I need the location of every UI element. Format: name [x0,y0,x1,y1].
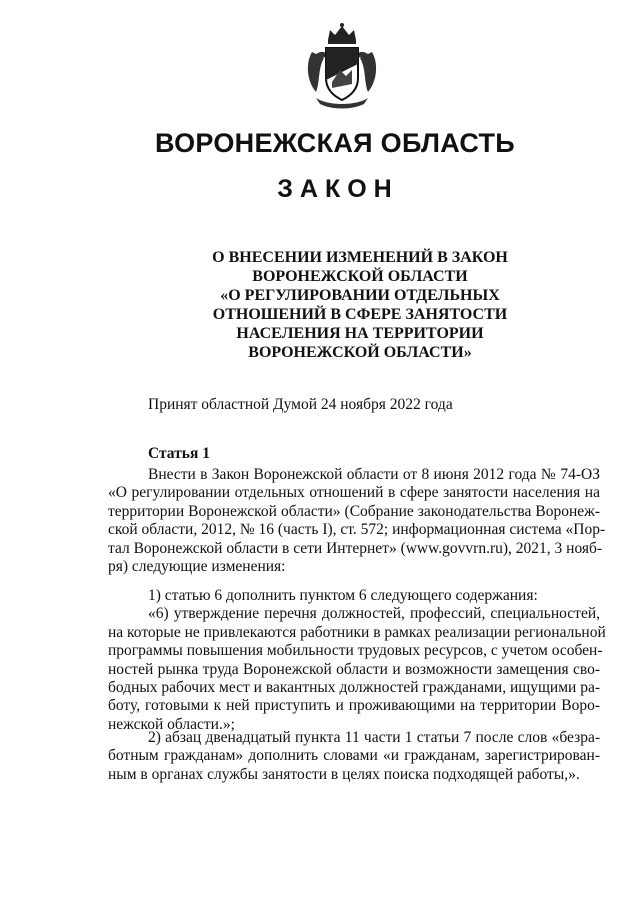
text-line: Внести в Закон Воронежской области от 8 июня 2012 года № 74-ОЗ [148,466,600,483]
text-line: тал Воронежской области в сети Интернет» (www.govvrn.ru), 2021, 3 нояб- [108,539,603,557]
text-line: территории Воронежской области» (Собрание законодательства Воронеж- [108,502,600,520]
text-line: 2) абзац двенадцатый пункта 11 части 1 статьи 7 после слов «безра- [148,729,600,746]
text-line: программы повышения мобильности трудовых ресурсов, с учетом особен- [108,642,603,660]
law-title-line: О ВНЕСЕНИИ ИЗМЕНЕНИЙ В ЗАКОН [212,249,508,266]
law-title-line: ВОРОНЕЖСКОЙ ОБЛАСТИ [252,268,468,285]
text-line: ря) следующие изменения: [108,558,286,576]
amendment-item-1 [108,587,606,734]
text-line: нежской области.»; [108,715,235,733]
text-line: ным в органах службы занятости в целях поиска подходящей работы,». [108,765,580,783]
text-line: ностей рынка труда Воронежской области и возможности замещения сво- [108,660,600,678]
text-line: ской области, 2012, № 16 (часть I), ст. 572; информационная система «Пор- [108,521,606,539]
coat-of-arms-emblem [302,22,382,112]
law-title-line: ОТНОШЕНИЙ В СФЕРЕ ЗАНЯТОСТИ [212,306,508,323]
article-heading: Статья 1 [148,445,210,462]
article-intro-paragraph [108,466,606,576]
adoption-date: Принят областной Думой 24 ноября 2022 года [148,396,453,413]
law-title-line: НАСЕЛЕНИЯ НА ТЕРРИТОРИИ [236,325,484,342]
law-title-line: ВОРОНЕЖСКОЙ ОБЛАСТИ» [248,344,472,361]
text-line: «О регулировании отдельных отношений в сфере занятости населения на [108,484,600,502]
text-line: 1) статью 6 дополнить пунктом 6 следующего содержания: [148,587,538,604]
text-line: боту, готовыми к ней приступить и проживающими на территории Воро- [108,697,600,715]
amendment-item-2 [108,729,600,784]
text-line: на которые не привлекаются работники в рамках реализации региональной [108,623,606,641]
coat-of-arms-icon [302,22,382,112]
text-line: бодных рабочих мест и вакантных должностей гражданами, ищущими ра- [108,679,600,697]
document-type: ЗАКОН [277,175,399,203]
text-line: ботным гражданам» дополнить словами «и гражданам, зарегистрирован- [108,747,600,765]
law-title [200,248,520,362]
text-line: «6) утверждение перечня должностей, профессий, специальностей, [148,605,600,623]
region-title: ВОРОНЕЖСКАЯ ОБЛАСТЬ [154,128,516,158]
law-title-line: «О РЕГУЛИРОВАНИИ ОТДЕЛЬНЫХ [220,287,500,304]
